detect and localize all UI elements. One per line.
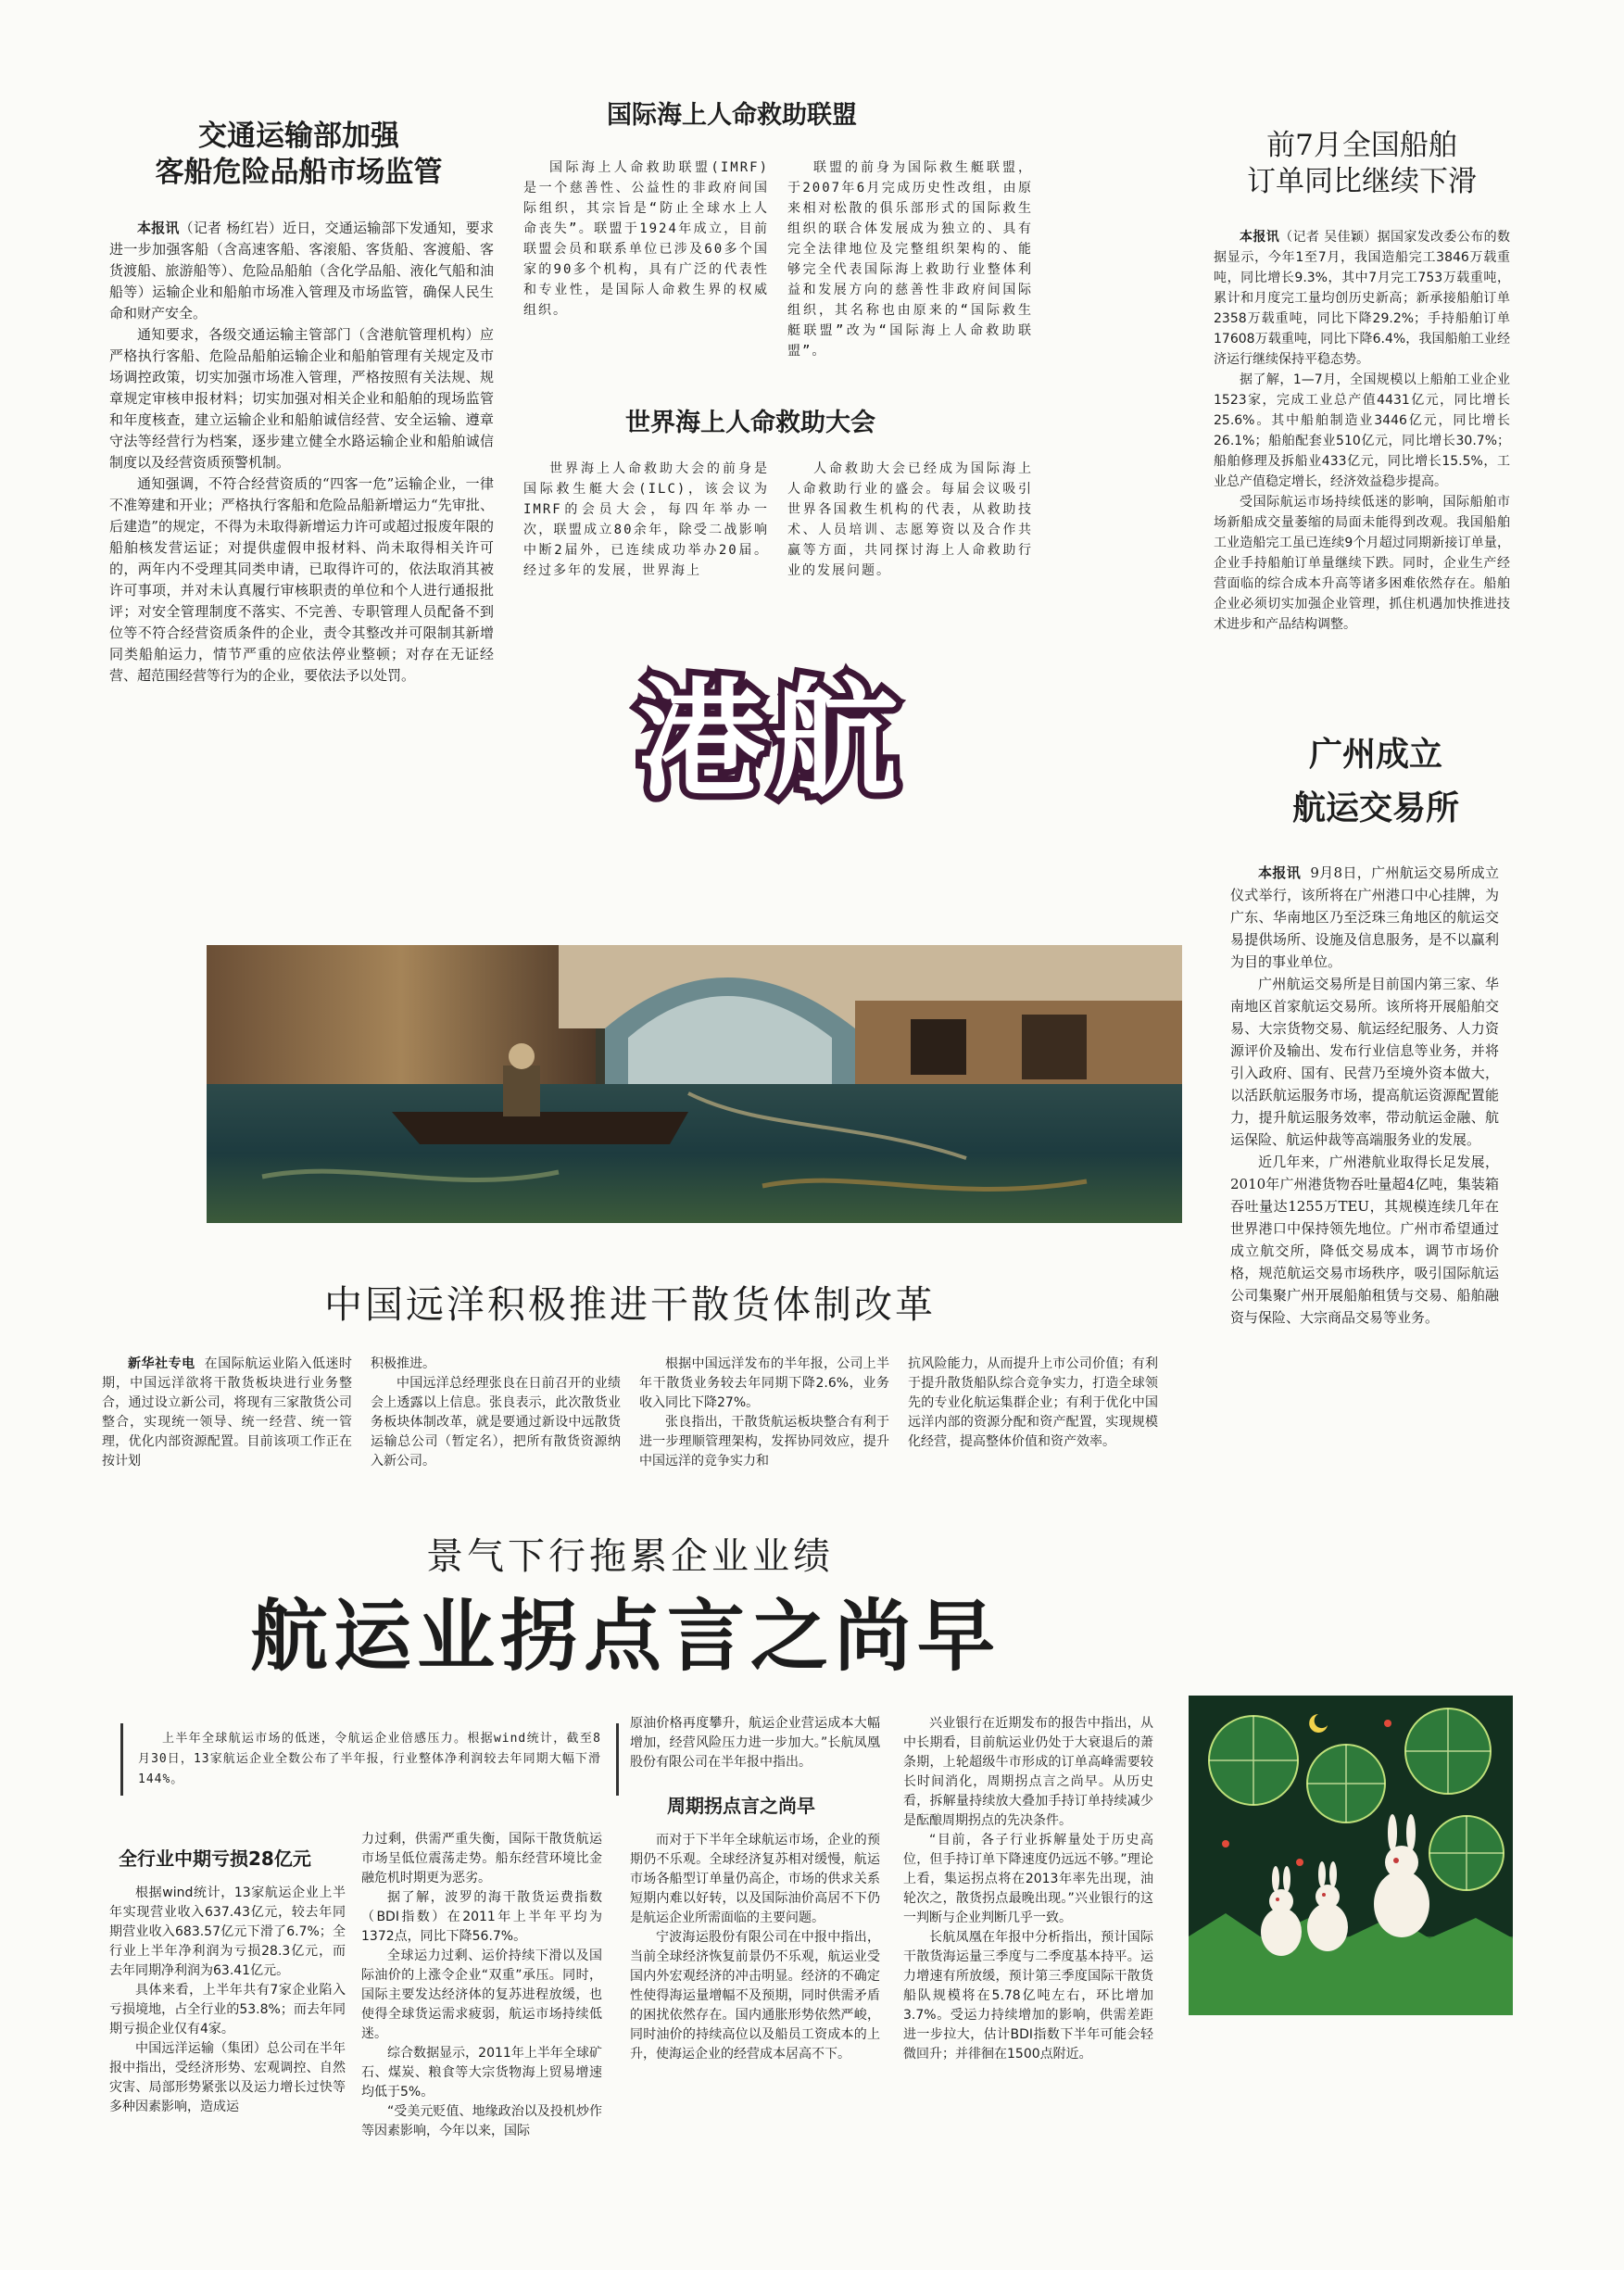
feature-c1: 原油价格再度攀升，航运企业营运成本大幅增加，经营风险压力进一步加大。”长航凤凰股份有限公司在半年报中指出。 xyxy=(630,1716,880,1770)
feature-a1: 根据wind统计，13家航运企业上半年实现营业收入637.43亿元，较去年同期营业收入683.57亿元下滑了6.7%；全行业上半年净利润为亏损28.3亿元，而去年同期净利润为63.41亿元。 xyxy=(109,1885,346,1978)
right-article-body xyxy=(1214,227,1510,635)
feature-a2: 具体来看，上半年共有7家企业陷入亏损境地，占全行业的53.8%；而去年同期亏损企业仅有4家。 xyxy=(109,1983,346,2037)
wmrc-text-b: 人命救助大会已经成为国际海上人命救助行业的盛会。每届会议吸引世界各国救生机构的代表，从救助技术、人员培训、志愿筹资以及合作共赢等方面，共同探讨海上人命救助行业的发展问题。 xyxy=(787,461,1033,578)
right-title-line2: 订单同比继续下滑 xyxy=(1247,164,1477,198)
cosco-col3 xyxy=(639,1355,889,1471)
wmrc-para-b xyxy=(787,459,1033,581)
left-article-title xyxy=(139,119,459,191)
rabbit-illustration xyxy=(1189,1696,1513,2015)
feature-col3 xyxy=(630,1714,880,2064)
right-para1: 据国家发改委公布的数据显示，今年1至7月，我国造船完工3846万载重吨，同比增长9.3%，其中7月完工753万载重吨，累计和月度完工量均创历史新高；新承接船舶订单2358万载重吨，同比下降29.2%；手持船舶订单17608万载重吨，同比下降6.4%，我国船舶工业经济运行继续保持平稳态势。 xyxy=(1214,230,1511,367)
feature-b5: “受美元贬值、地缘政治以及投机炒作等因素影响，今年以来，国际 xyxy=(361,2104,602,2138)
wmrc-text-a: 世界海上人命救助大会的前身是国际救生艇大会(ILC)，该会议为IMRF的会员大会，每四年举办一次，联盟成立80余年，除受二战影响中断2届外，已连续成功举办20届。经过多年的发展，世界海上 xyxy=(523,461,769,578)
feature-col2 xyxy=(361,1830,602,2141)
feature-b3: 全球运力过剩、运价持续下滑以及国际油价的上涨令企业“双重”承压。同时，国际主要发达经济体的复苏进程放缓，也使得全球货运需求疲弱，航运市场持续低迷。 xyxy=(361,1948,602,2041)
cosco-text2a: 积极推进。 xyxy=(371,1356,435,1371)
cosco-col2 xyxy=(371,1355,621,1471)
right-article-title xyxy=(1204,128,1519,200)
left-para1: 近日，交通运输部下发通知，要求进一步加强客船（含高速客船、客滚船、客货船、客渡船、客货渡船、旅游船等）、危险品船舶（含化学品船、液化气船和油船等）运输企业和船舶市场准入管理及市场监管，确保人民生命和财产安全。 xyxy=(109,220,494,322)
right-lead: 本报讯 xyxy=(1240,230,1280,245)
feature-b1: 力过剩，供需严重失衡，国际干散货航运市场呈低位震荡走势。船东经营环境比金融危机时期更为恶劣。 xyxy=(361,1832,602,1885)
feature-subhead-2: 周期拐点言之尚早 xyxy=(667,1795,815,1817)
left-lead: 本报讯 xyxy=(137,220,180,236)
canal-painting xyxy=(207,945,1182,1223)
right-title-line1: 前7月全国船舶 xyxy=(1266,129,1457,162)
left-title-line2: 客船危险品船市场监管 xyxy=(155,155,443,189)
right-para2: 据了解，1—7月，全国规模以上船舶工业企业1523家，完成工业总产值4431亿元，同比增长25.6%。其中船舶制造业3446亿元，同比增长26.1%；船舶配套业510亿元，同比增长30.7%；船舶修理及拆船业433亿元，同比增长15.5%，工业总产值稳定增长，经济效益稳步提高。 xyxy=(1214,372,1510,489)
feature-col4 xyxy=(903,1714,1153,2064)
left-title-line1: 交通运输部加强 xyxy=(198,120,399,153)
imrf-text-a: 国际海上人命救助联盟(IMRF)是一个慈善性、公益性的非政府间国际组织，其宗旨是“防止全球水上人命丧失”。联盟于1924年成立，目前联盟会员和联系单位已涉及60多个国家的90多个机构，具有广泛的代表性和专业性，是国际人命救生界的权威组织。 xyxy=(523,160,769,318)
cosco-col1 xyxy=(102,1355,352,1471)
feature-subhead-1: 全行业中期亏损28亿元 xyxy=(119,1848,311,1870)
cosco-text2b: 中国远洋总经理张良在日前召开的业绩会上透露以上信息。张良表示，此次散货业务板块体制改革，就是要通过新设中远散货运输总公司（暂定名），把所有散货资源纳入新公司。 xyxy=(371,1376,621,1469)
gz-para3: 近几年来，广州港航业取得长足发展，2010年广州港货物吞吐量超4亿吨，集装箱吞吐量达1255万TEU，其规模连续几年在世界港口中保持领先地位。广州市希望通过成立航交所，降低交易成本，调节市场价格，规范航运交易市场秩序，吸引国际航运公司集聚广州开展船舶租赁与交易、船舶融资与保险、大宗商品交易等业务。 xyxy=(1230,1154,1499,1326)
feature-b4: 综合数据显示，2011年上半年全球矿石、煤炭、粮食等大宗货物海上贸易增速均低于5%。 xyxy=(361,2046,602,2100)
gz-title-line1: 广州成立 xyxy=(1308,735,1442,774)
cosco-col4 xyxy=(908,1355,1158,1452)
imrf-title: 国际海上人命救助联盟 xyxy=(607,101,857,130)
feature-c2: 而对于下半年全球航运市场，企业的预期仍不乐观。全球经济复苏相对缓慢，航运市场各船型订单量仍高企，市场的供求关系短期内难以好转，以及国际油价高居不下仍是航运企业所需面临的主要问题。 xyxy=(630,1833,880,1925)
imrf-text-b: 联盟的前身为国际救生艇联盟，于2007年6月完成历史性改组，由原来相对松散的俱乐部形式的国际救生组织的联合体发展成为独立的、具有完全法律地位及完整组织架构的、能够完全代表国际海上救助行业整体利益和发展方向的慈善性非政府间国际组织，其名称也由原来的“国际救生艇联盟”改为“国际海上人命救助联盟”。 xyxy=(787,160,1033,359)
gz-para2: 广州航运交易所是目前国内第三家、华南地区首家航运交易所。该所将开展船舶交易、大宗货物交易、航运经纪服务、人力资源评价及输出、发布行业信息等业务，并将引入政府、国有、民营乃至境外资本做大，以活跃航运服务市场，提高航运资源配置能力，提升航运服务效率，带动航运金融、航运保险、航运仲裁等高端服务业的发展。 xyxy=(1230,976,1499,1148)
gz-body xyxy=(1230,862,1499,1329)
right-para3: 受国际航运市场持续低迷的影响，国际船舶市场新船成交量萎缩的局面未能得到改观。我国船舶工业造船完工虽已连续9个月超过同期新接订单量，企业手持船舶订单量继续下跌。同时，企业生产经营面临的综合成本升高等诸多困难依然存在。船舶企业必须切实加强企业管理，抓住机遇加快推进技术进步和产品结构调整。 xyxy=(1214,495,1510,632)
feature-c3: 宁波海运股份有限公司在中报中指出，当前全球经济恢复前景仍不乐观，航运业受国内外宏观经济的冲击明显。经济的不确定性使得海运量增幅不及预期，同时供需矛盾的困扰依然存在。国内通胀形势依然严峻，同时油价的持续高位以及船员工资成本的上升，使海运企业的经营成本居高不下。 xyxy=(630,1930,880,2062)
feature-d3: 长航凤凰在年报中分析指出，预计国际干散货海运量三季度与二季度基本持平。运力增速有所放缓，预计第三季度国际干散货船队规模将在5.78亿吨左右，环比增加3.7%。受运力持续增加的影响，供需差距进一步拉大，估计BDI指数下半年可能会轻微回升；并徘徊在1500点附近。 xyxy=(903,1930,1153,2062)
left-article-body xyxy=(109,218,494,687)
gz-lead: 本报讯 xyxy=(1258,864,1302,881)
left-para3: 通知强调，不符合经营资质的“四客一危”运输企业，一律不准筹建和开业；严格执行客船和危险品船新增运力“先审批、后建造”的规定，不得为未取得新增运力许可或超过报废年限的船舶核发营运证；对提供虚假申报材料、尚未取得相关许可的，两年内不受理其同类申请，已取得许可的，依法取消其被许可事项，并对未认真履行审核职责的单位和个人进行通报批评；对安全管理制度不落实、不完善、专职管理人员配备不到位等不符合经营资质条件的企业，责令其整改并可限制其新增同类船舶运力，情节严重的应依法停业整顿；对存在无证经营、超范围经营等行为的企业，要依法予以处罚。 xyxy=(109,475,494,684)
feature-d2: “目前，各子行业拆解量处于历史高位，但手持订单下降速度仍远远不够。”理论上看，集运拐点将在2013年率先出现，油轮次之，散货拐点最晚出现。”兴业银行的这一判断与企业判断几乎一致。 xyxy=(903,1833,1153,1925)
imrf-para-b xyxy=(787,158,1033,361)
cosco-lead: 新华社专电 xyxy=(128,1356,195,1371)
cosco-text4: 抗风险能力，从而提升上市公司价值；有利于提升散货船队综合竞争实力，打造全球领先的专业化航运集群企业；有利于优化中国远洋内部的资源分配和资产配置，实现规模化经营，提高整体价值和资产效率。 xyxy=(908,1356,1158,1449)
feature-b2: 据了解，波罗的海干散货运费指数（BDI指数）在2011年上半年平均为1372点，同比下降56.7%。 xyxy=(361,1890,602,1944)
right-byline: （记者 吴佳颖） xyxy=(1279,230,1378,245)
left-byline: （记者 杨红岩） xyxy=(179,220,283,236)
cosco-text3b: 张良指出，干散货航运板块整合有利于进一步理顺管理架构，发挥协同效应，提升中国远洋的竞争实力和 xyxy=(639,1415,889,1469)
feature-d1: 兴业银行在近期发布的报告中指出，从中长期看，目前航运业仍处于大衰退后的萧条期，上轮超级牛市形成的订单高峰需要较长时间消化，周期拐点言之尚早。从历史看，拆解量持续放大叠加手持订单持续减少是酝酿周期拐点的先决条件。 xyxy=(903,1716,1153,1828)
cosco-text3a: 根据中国远洋发布的半年报，公司上半年干散货业务较去年同期下降2.6%，业务收入同比下降27%。 xyxy=(639,1356,889,1410)
gz-title-line2: 航运交易所 xyxy=(1291,788,1459,827)
wmrc-para-a xyxy=(523,459,769,581)
feature-summary xyxy=(120,1723,619,1796)
feature-kicker: 景气下行拖累企业业绩 xyxy=(426,1535,834,1578)
feature-a3: 中国远洋运输（集团）总公司在半年报中指出，受经济形势、宏观调控、自然灾害、局部形势紧张以及运力增长过快等多种因素影响，造成运 xyxy=(109,2041,346,2114)
gz-title xyxy=(1241,727,1510,835)
wmrc-title: 世界海上人命救助大会 xyxy=(625,409,875,437)
cosco-text1: 在国际航运业陷入低迷时期，中国远洋欲将干散货板块进行业务整合，通过设立新公司，将现有三家散货公司整合，实现统一领导、统一经营、统一管理，优化内部资源配置。目前该项工作正在按计划 xyxy=(102,1356,353,1469)
section-stamp: 港航 xyxy=(637,665,905,814)
cosco-title: 中国远洋积极推进干散货体制改革 xyxy=(324,1282,936,1327)
feature-summary-text: 上半年全球航运市场的低迷，令航运企业倍感压力。根据wind统计，截至8月30日，13家航运企业全数公布了半年报，行业整体净利润较去年同期大幅下滑144%。 xyxy=(138,1732,601,1786)
gz-para1: 9月8日，广州航运交易所成立仪式举行，该所将在广州港口中心挂牌，为广东、华南地区乃至泛珠三角地区的航运交易提供场所、设施及信息服务，是不以赢利为目的事业单位。 xyxy=(1230,864,1499,970)
feature-col1 xyxy=(109,1844,346,2117)
left-para2: 通知要求，各级交通运输主管部门（含港航管理机构）应严格执行客船、危险品船舶运输企业和船舶管理有关规定及市场调控政策，切实加强市场准入管理，严格按照有关法规、规章规定审核申报材料；切实加强对相关企业和船舶的现场监管和年度核查，建立运输企业和船舶诚信经营、安全运输、遵章守法等经营行为档案，逐步建立健全水路运输企业和船舶诚信制度以及经营资质预警机制。 xyxy=(109,326,494,471)
feature-headline: 航运业拐点言之尚早 xyxy=(249,1590,1001,1682)
imrf-para-a xyxy=(523,158,769,321)
